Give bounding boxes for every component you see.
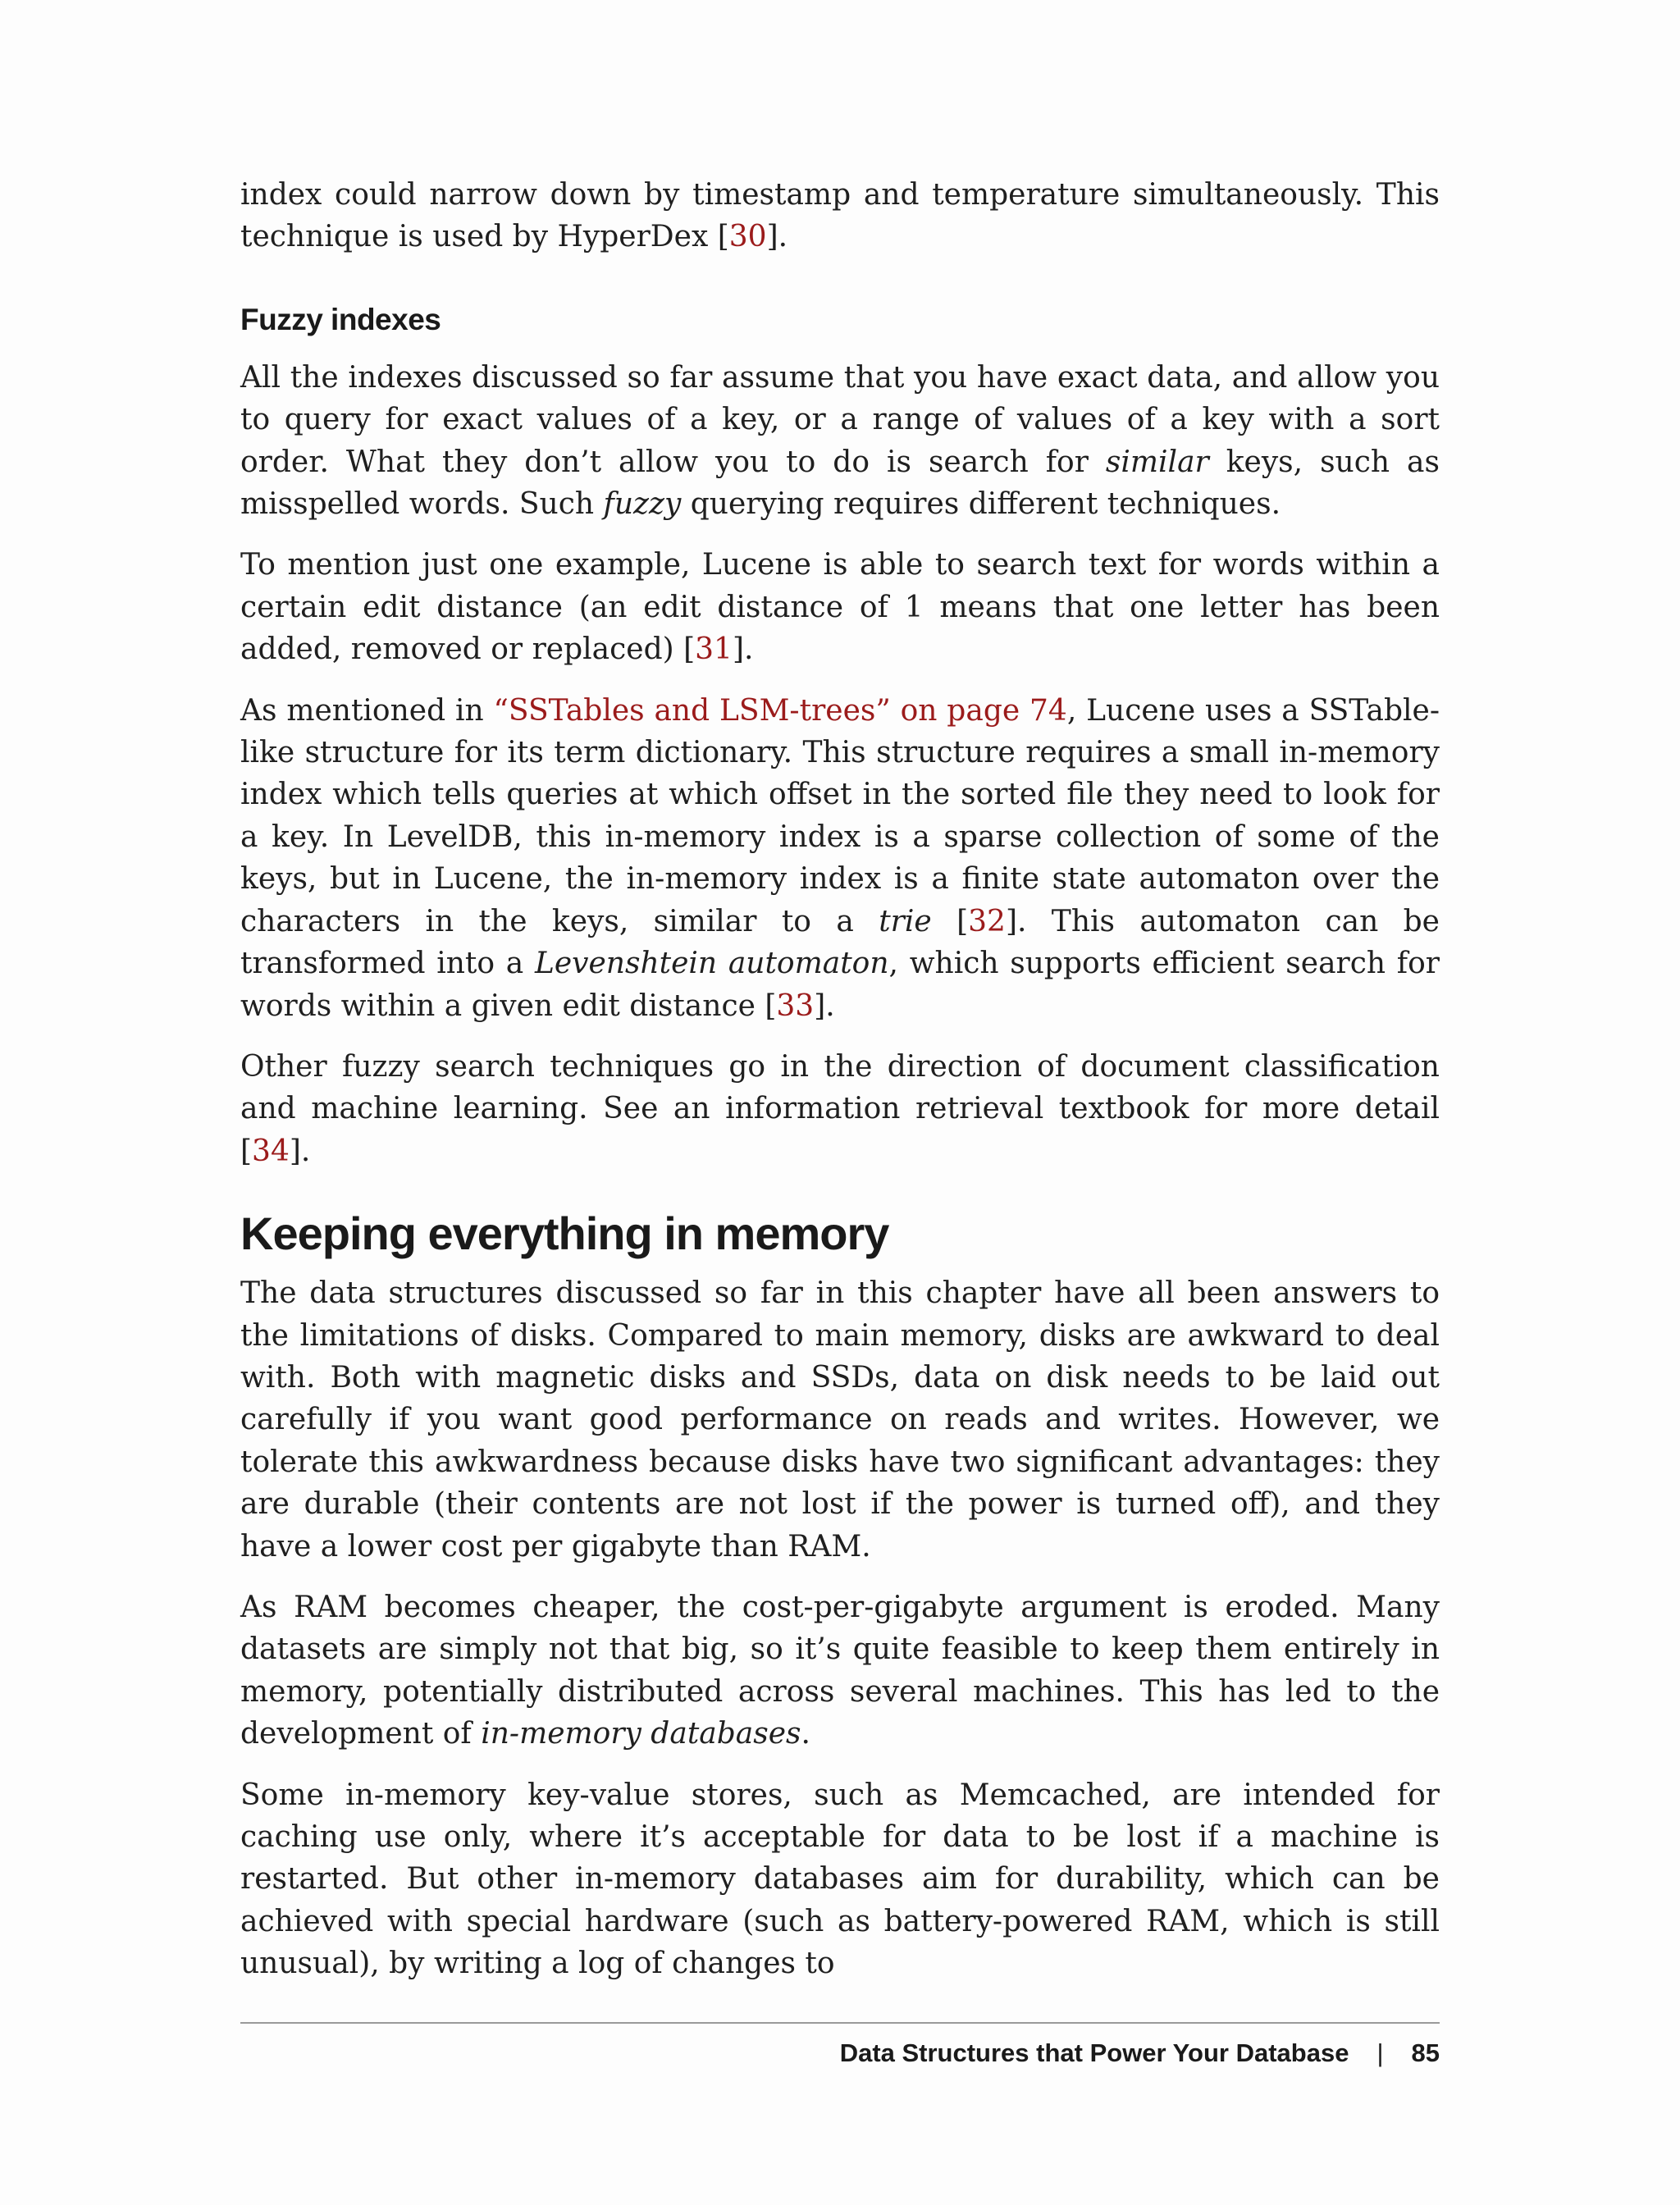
running-footer-title: Data Structures that Power Your Database	[839, 2038, 1349, 2067]
paragraph-memory-2: As RAM becomes cheaper, the cost-per-gigabyte argument is eroded. Many datasets are simply not that big, so it’s quite feasible to keep them entirely in memory, potentially distributed across several machines. This has led to the development of in-memory databases.	[240, 1590, 1440, 1751]
paragraph-memory-3: Some in-memory key-value stores, such as Memcached, are intended for caching use only, where it’s acceptable for data to be lost if a machine is restarted. But other in-memory databases aim for durability, which can be achieved with special hardware (such as battery-powered RAM, which is still unusual), by writing a log of changes to	[240, 1778, 1440, 1981]
cross-reference-link[interactable]: “SSTables and LSM-trees” on page 74	[493, 693, 1067, 728]
emphasis: fuzzy	[603, 487, 682, 522]
page-body	[240, 174, 1440, 1985]
section-heading-fuzzy-indexes: Fuzzy indexes	[240, 302, 441, 336]
paragraph-timestamp: index could narrow down by timestamp and temperature simultaneously. This technique is used by HyperDex [30].	[240, 178, 1440, 254]
emphasis: similar	[1105, 445, 1209, 479]
page-number: 85	[1411, 2038, 1440, 2067]
emphasis: trie	[879, 904, 932, 938]
citation-link[interactable]: 30	[728, 220, 767, 254]
citation-link[interactable]: 34	[252, 1134, 290, 1168]
paragraph-fuzzy-4: Other fuzzy search techniques go in the direction of document classification and machine learning. See an information retrieval textbook for more detail [34].	[240, 1049, 1440, 1168]
paragraph-fuzzy-2: To mention just one example, Lucene is able to search text for words within a certain edit distance (an edit distance of 1 means that one letter has been added, removed or replaced) [31].	[240, 548, 1440, 667]
emphasis: in-memory databases	[481, 1717, 801, 1751]
paragraph-fuzzy-1: All the indexes discussed so far assume that you have exact data, and allow you to query for exact values of a key, or a range of values of a key with a sort order. What they don’t allow you to do is search for similar keys, such as misspelled words. Such fuzzy querying requires different techniques.	[240, 360, 1440, 522]
paragraph-fuzzy-3: As mentioned in “SSTables and LSM-trees” on page 74, Lucene uses a SSTable-like structure for its term dictionary. This structure requires a small in-memory index which tells queries at which offset in the sorted file they need to look for a key. In LevelDB, this in-memory index is a sparse collection of some of the keys, but in Lucene, the in-memory index is a finite state automaton over the characters in the keys, similar to a trie [32]. This automaton can be transformed into a Levenshtein automaton, which supports efficient search for words within a given edit distance [33].	[240, 693, 1440, 1023]
citation-link[interactable]: 33	[776, 988, 815, 1023]
section-heading-keeping-everything-in-memory: Keeping everything in memory	[240, 1208, 889, 1260]
emphasis: Levenshtein automaton	[534, 947, 889, 981]
page-footer	[240, 2036, 1440, 2070]
citation-link[interactable]: 32	[968, 904, 1006, 938]
citation-link[interactable]: 31	[695, 632, 733, 667]
footer-rule	[240, 2022, 1440, 2024]
footer-separator: |	[1376, 2038, 1384, 2067]
paragraph-memory-1: The data structures discussed so far in this chapter have all been answers to the limitations of disks. Compared to main memory, disks are awkward to deal with. Both with magnetic disks and SSDs, data on disk needs to be laid out carefully if you want good performance on reads and writes. However, we tolerate this awkwardness because disks have two significant advantages: they are durable (their contents are not lost if the power is turned off), and they have a lower cost per gigabyte than RAM.	[240, 1276, 1440, 1564]
paragraph-text: index could narrow down by timestamp and temperature simultaneously. This technique is used by HyperDex	[240, 178, 1440, 254]
